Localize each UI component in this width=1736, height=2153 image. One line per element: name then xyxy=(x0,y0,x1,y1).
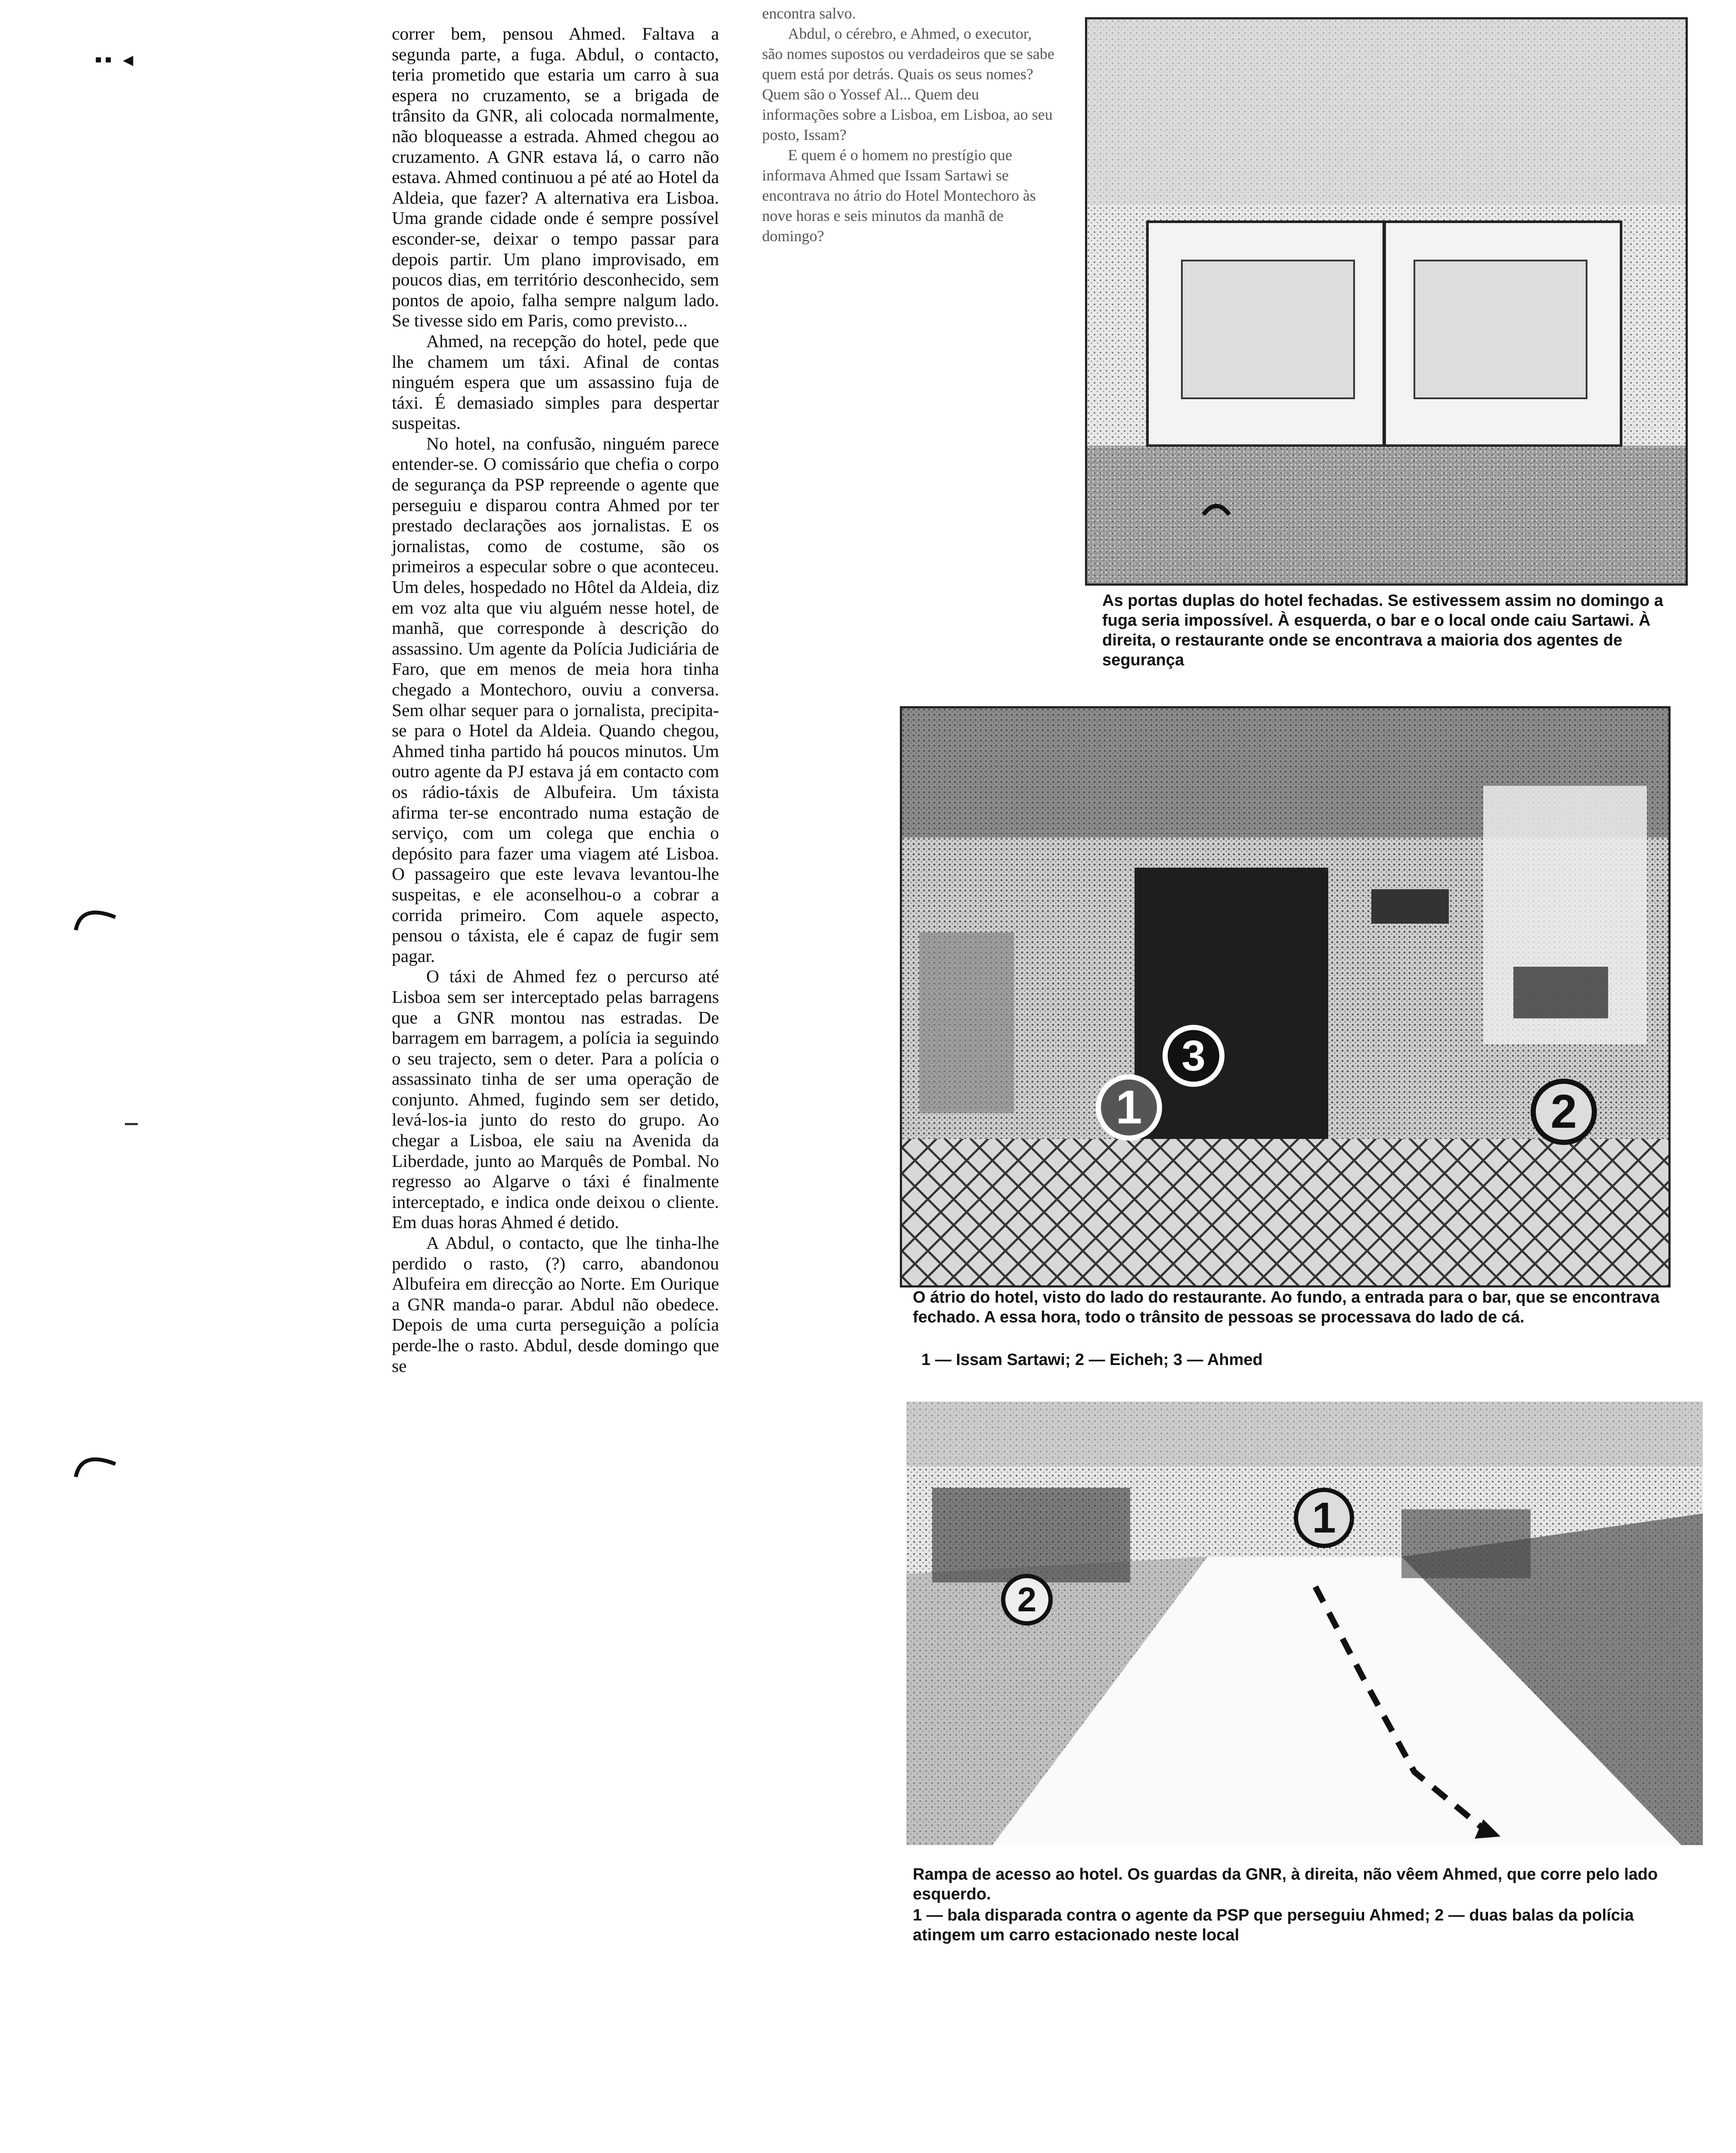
article-paragraph: Ahmed, na recepção do hotel, pede que lhe chamem um táxi. Afinal de contas ninguém espera que um assassino fuja de táxi. É demasiado simples para despertar suspeitas. xyxy=(392,331,719,433)
photo-hotel-doors xyxy=(1085,17,1688,586)
photo-legend: 1 — bala disparada contra o agente da PSP que perseguiu Ahmed; 2 — duas balas da polícia atingem um carro estacionado neste local xyxy=(913,1906,1634,1944)
page-corner-mark: ▪▪ ◂ xyxy=(95,48,136,71)
photo-caption: As portas duplas do hotel fechadas. Se estivessem assim no domingo a fuga seria impossível. À esquerda, o bar e o local onde caiu Sartawi. À direita, o restaurante onde se encontrava a maioria dos agentes de segurança xyxy=(1102,592,1663,669)
atrium-marker-2: 2 xyxy=(1531,1079,1597,1145)
article-paragraph: A Abdul, o contacto, que lhe tinha-lhe perdido o rasto, (?) carro, abandonou Albufeira em direcção ao Norte. Em Ourique a GNR manda-o parar. Abdul não obedece. Depois de uma curta perseguição a polícia perde-lhe o rasto. Abdul, desde domingo que se xyxy=(392,1233,719,1376)
article-column-1 xyxy=(392,24,719,1376)
atrium-marker-3: 3 xyxy=(1162,1025,1224,1087)
article-paragraph: E quem é o homem no prestígio que informava Ahmed que Issam Sartawi se encontrava no átrio do Hotel Montechoro às nove horas e seis minutos da manhã de domingo? xyxy=(762,146,1036,245)
photo-caption: Rampa de acesso ao hotel. Os guardas da GNR, à direita, não vêem Ahmed, que corre pelo lado esquerdo. xyxy=(913,1865,1658,1903)
ramp-marker-2: 2 xyxy=(1001,1574,1053,1626)
photo-legend: 1 — Issam Sartawi; 2 — Eicheh; 3 — Ahmed xyxy=(921,1351,1263,1369)
binder-hole-mark xyxy=(72,1447,120,1481)
article-paragraph: correr bem, pensou Ahmed. Faltava a segunda parte, a fuga. Abdul, o contacto, teria prometido que estaria um carro à sua espera no cruzamento, se a brigada de trânsito da GNR, ali colocada normalmente, não bloqueasse a estrada. Ahmed chegou ao cruzamento. A GNR estava lá, o carro não estava. Ahmed continuou a pé até ao Hotel da Aldeia, que fazer? A alternativa era Lisboa. Uma grande cidade onde é sempre possível esconder-se, deixar o tempo passar para depois partir. Um plano improvisado, em poucos dias, em território desconhecido, sem pontos de apoio, falha sempre nalgum lado. Se tivesse sido em Paris, como previsto... xyxy=(392,24,719,331)
binder-hole-mark xyxy=(72,900,120,934)
margin-dash xyxy=(125,1123,138,1125)
article-paragraph: Abdul, o cérebro, e Ahmed, o executor, são nomes supostos ou verdadeiros que se sabe quem está por detrás. Quais os seus nomes? Quem são o Yossef Al... Quem deu informações sobre a Lisboa, em Lisboa, ao seu posto, Issam? xyxy=(762,25,1054,143)
article-paragraph: encontra salvo. xyxy=(762,5,856,22)
photo-hotel-atrium xyxy=(900,706,1671,1287)
article-paragraph: No hotel, na confusão, ninguém parece entender-se. O comissário que chefia o corpo de segurança da PSP repreende o agente que perseguiu e disparou contra Ahmed por ter prestado declarações aos jornalistas. E os jornalistas, como de costume, são os primeiros a especular sobre o que aconteceu. Um deles, hospedado no Hôtel da Aldeia, diz em voz alta que viu alguém nesse hotel, de manhã, que corresponde à descrição do assassino. Um agente da Polícia Judiciária de Faro, que em menos de meia hora tinha chegado a Montechoro, ouviu a conversa. Sem olhar sequer para o jornalista, precipita-se para o Hotel da Aldeia. Quando chegou, Ahmed tinha partido há poucos minutos. Um outro agente da PJ estava já em contacto com os rádio-táxis de Albufeira. Um táxista afirma ter-se encontrado numa estação de serviço, com um colega que enchia o depósito para fazer uma viagem até Lisboa. O passageiro que este levava levantou-lhe suspeitas, e ele aconselhou-o a cobrar a corrida primeiro. Com aquele aspecto, pensou o táxista, ele é capaz de fugir sem pagar. xyxy=(392,433,719,966)
article-paragraph: O táxi de Ahmed fez o percurso até Lisboa sem ser interceptado pelas barragens que a GNR montou nas estradas. De barragem em barragem, a polícia ia seguindo o seu trajecto, sem o deter. Para a polícia o assassinato tinha de ser uma operação de conjunto. Ahmed, fugindo sem ser detido, levá-los-ia junto do resto do grupo. Ao chegar a Lisboa, ele saiu na Avenida da Liberdade, junto ao Marquês de Pombal. No regresso ao Algarve o táxi é finalmente interceptado, e indica onde deixou o cliente. Em duas horas Ahmed é detido. xyxy=(392,966,719,1232)
photo-access-ramp xyxy=(904,1399,1705,1847)
ramp-marker-1: 1 xyxy=(1294,1488,1354,1548)
photo-caption: O átrio do hotel, visto do lado do restaurante. Ao fundo, a entrada para o bar, que se encontrava fechado. A essa hora, todo o trânsito de pessoas se processava do lado de cá. xyxy=(913,1288,1660,1326)
atrium-marker-1: 1 xyxy=(1096,1074,1162,1141)
article-column-2 xyxy=(762,3,1055,246)
